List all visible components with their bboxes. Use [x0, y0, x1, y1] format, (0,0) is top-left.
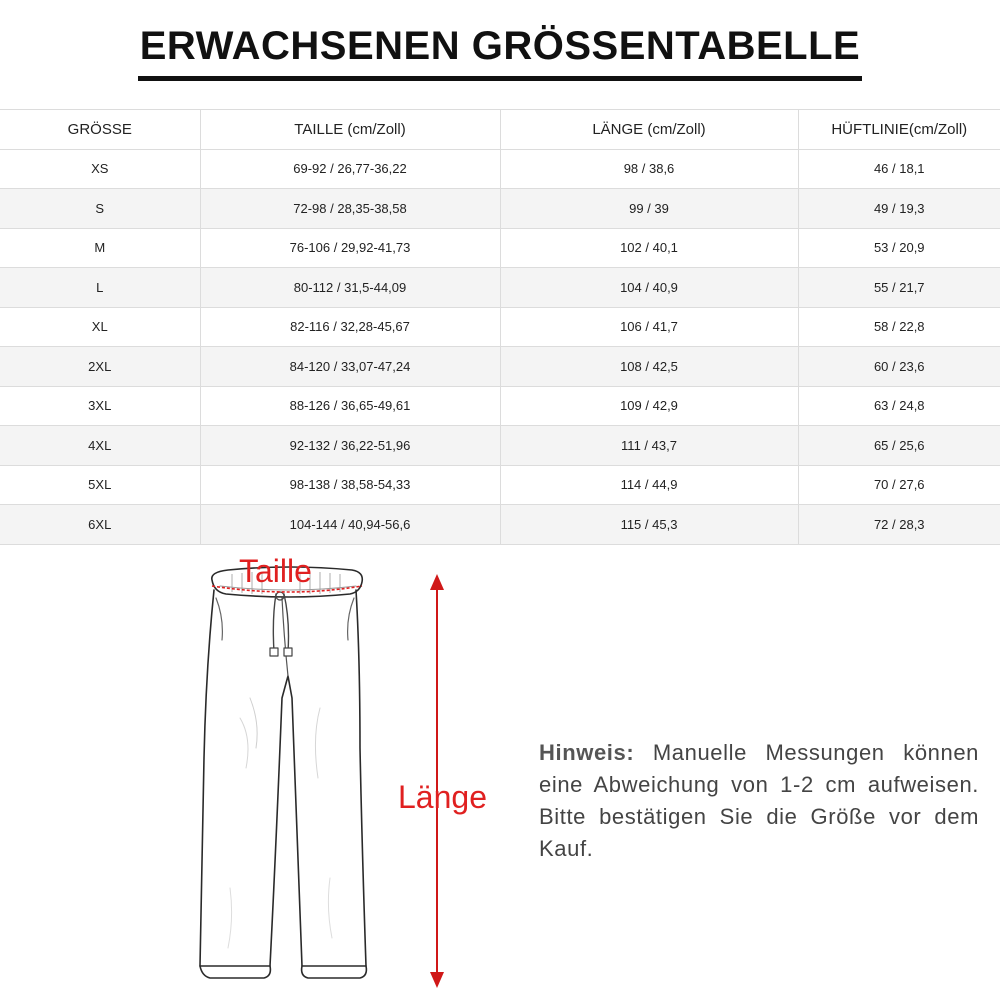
cell-waist: 104-144 / 40,94-56,6 [200, 505, 500, 545]
size-table-header [0, 110, 1000, 150]
cell-length: 104 / 40,9 [500, 268, 798, 308]
cell-hip: 72 / 28,3 [798, 505, 1000, 545]
cell-length: 106 / 41,7 [500, 307, 798, 347]
header-size: GRÖSSE [0, 110, 200, 150]
table-row [0, 426, 1000, 466]
page-title-text: ERWACHSENEN GRÖSSENTABELLE [138, 22, 862, 81]
cell-size: 4XL [0, 426, 200, 466]
cell-size: S [0, 189, 200, 229]
table-row [0, 347, 1000, 387]
cell-length: 109 / 42,9 [500, 386, 798, 426]
page-title [0, 22, 1000, 81]
pants-illustration [180, 548, 500, 993]
size-table-body [0, 149, 1000, 544]
table-row [0, 386, 1000, 426]
cell-waist: 72-98 / 28,35-38,58 [200, 189, 500, 229]
note-text: Manuelle Messungen können eine Abweichung von 1-2 cm aufweisen. Bitte bestätigen Sie die Größe vor dem Kauf. [539, 740, 979, 861]
cell-waist: 88-126 / 36,65-49,61 [200, 386, 500, 426]
waist-label: Taille [239, 553, 312, 589]
cell-length: 102 / 40,1 [500, 228, 798, 268]
table-row [0, 268, 1000, 308]
cell-size: 3XL [0, 386, 200, 426]
cell-length: 111 / 43,7 [500, 426, 798, 466]
table-row [0, 505, 1000, 545]
cell-size: 2XL [0, 347, 200, 387]
header-length: LÄNGE (cm/Zoll) [500, 110, 798, 150]
table-row [0, 307, 1000, 347]
header-waist: TAILLE (cm/Zoll) [200, 110, 500, 150]
length-label: Länge [398, 779, 487, 815]
cell-length: 99 / 39 [500, 189, 798, 229]
cell-waist: 80-112 / 31,5-44,09 [200, 268, 500, 308]
cell-hip: 60 / 23,6 [798, 347, 1000, 387]
cell-waist: 69-92 / 26,77-36,22 [200, 149, 500, 189]
table-row [0, 465, 1000, 505]
measurement-note [539, 737, 979, 865]
cell-size: M [0, 228, 200, 268]
cell-size: 6XL [0, 505, 200, 545]
cell-hip: 49 / 19,3 [798, 189, 1000, 229]
header-hip: HÜFTLINIE(cm/Zoll) [798, 110, 1000, 150]
table-row [0, 228, 1000, 268]
size-table [0, 109, 1000, 545]
table-row [0, 189, 1000, 229]
cell-size: XS [0, 149, 200, 189]
cell-size: L [0, 268, 200, 308]
cell-waist: 84-120 / 33,07-47,24 [200, 347, 500, 387]
cell-length: 98 / 38,6 [500, 149, 798, 189]
cell-hip: 53 / 20,9 [798, 228, 1000, 268]
cell-hip: 58 / 22,8 [798, 307, 1000, 347]
cell-length: 108 / 42,5 [500, 347, 798, 387]
cell-hip: 65 / 25,6 [798, 426, 1000, 466]
cell-hip: 46 / 18,1 [798, 149, 1000, 189]
cell-hip: 55 / 21,7 [798, 268, 1000, 308]
cell-waist: 76-106 / 29,92-41,73 [200, 228, 500, 268]
cell-waist: 98-138 / 38,58-54,33 [200, 465, 500, 505]
table-row [0, 149, 1000, 189]
cell-hip: 70 / 27,6 [798, 465, 1000, 505]
cell-waist: 82-116 / 32,28-45,67 [200, 307, 500, 347]
cell-waist: 92-132 / 36,22-51,96 [200, 426, 500, 466]
cell-size: 5XL [0, 465, 200, 505]
cell-length: 114 / 44,9 [500, 465, 798, 505]
header-row [0, 110, 1000, 150]
cell-hip: 63 / 24,8 [798, 386, 1000, 426]
note-label: Hinweis: [539, 740, 635, 765]
cell-length: 115 / 45,3 [500, 505, 798, 545]
cell-size: XL [0, 307, 200, 347]
